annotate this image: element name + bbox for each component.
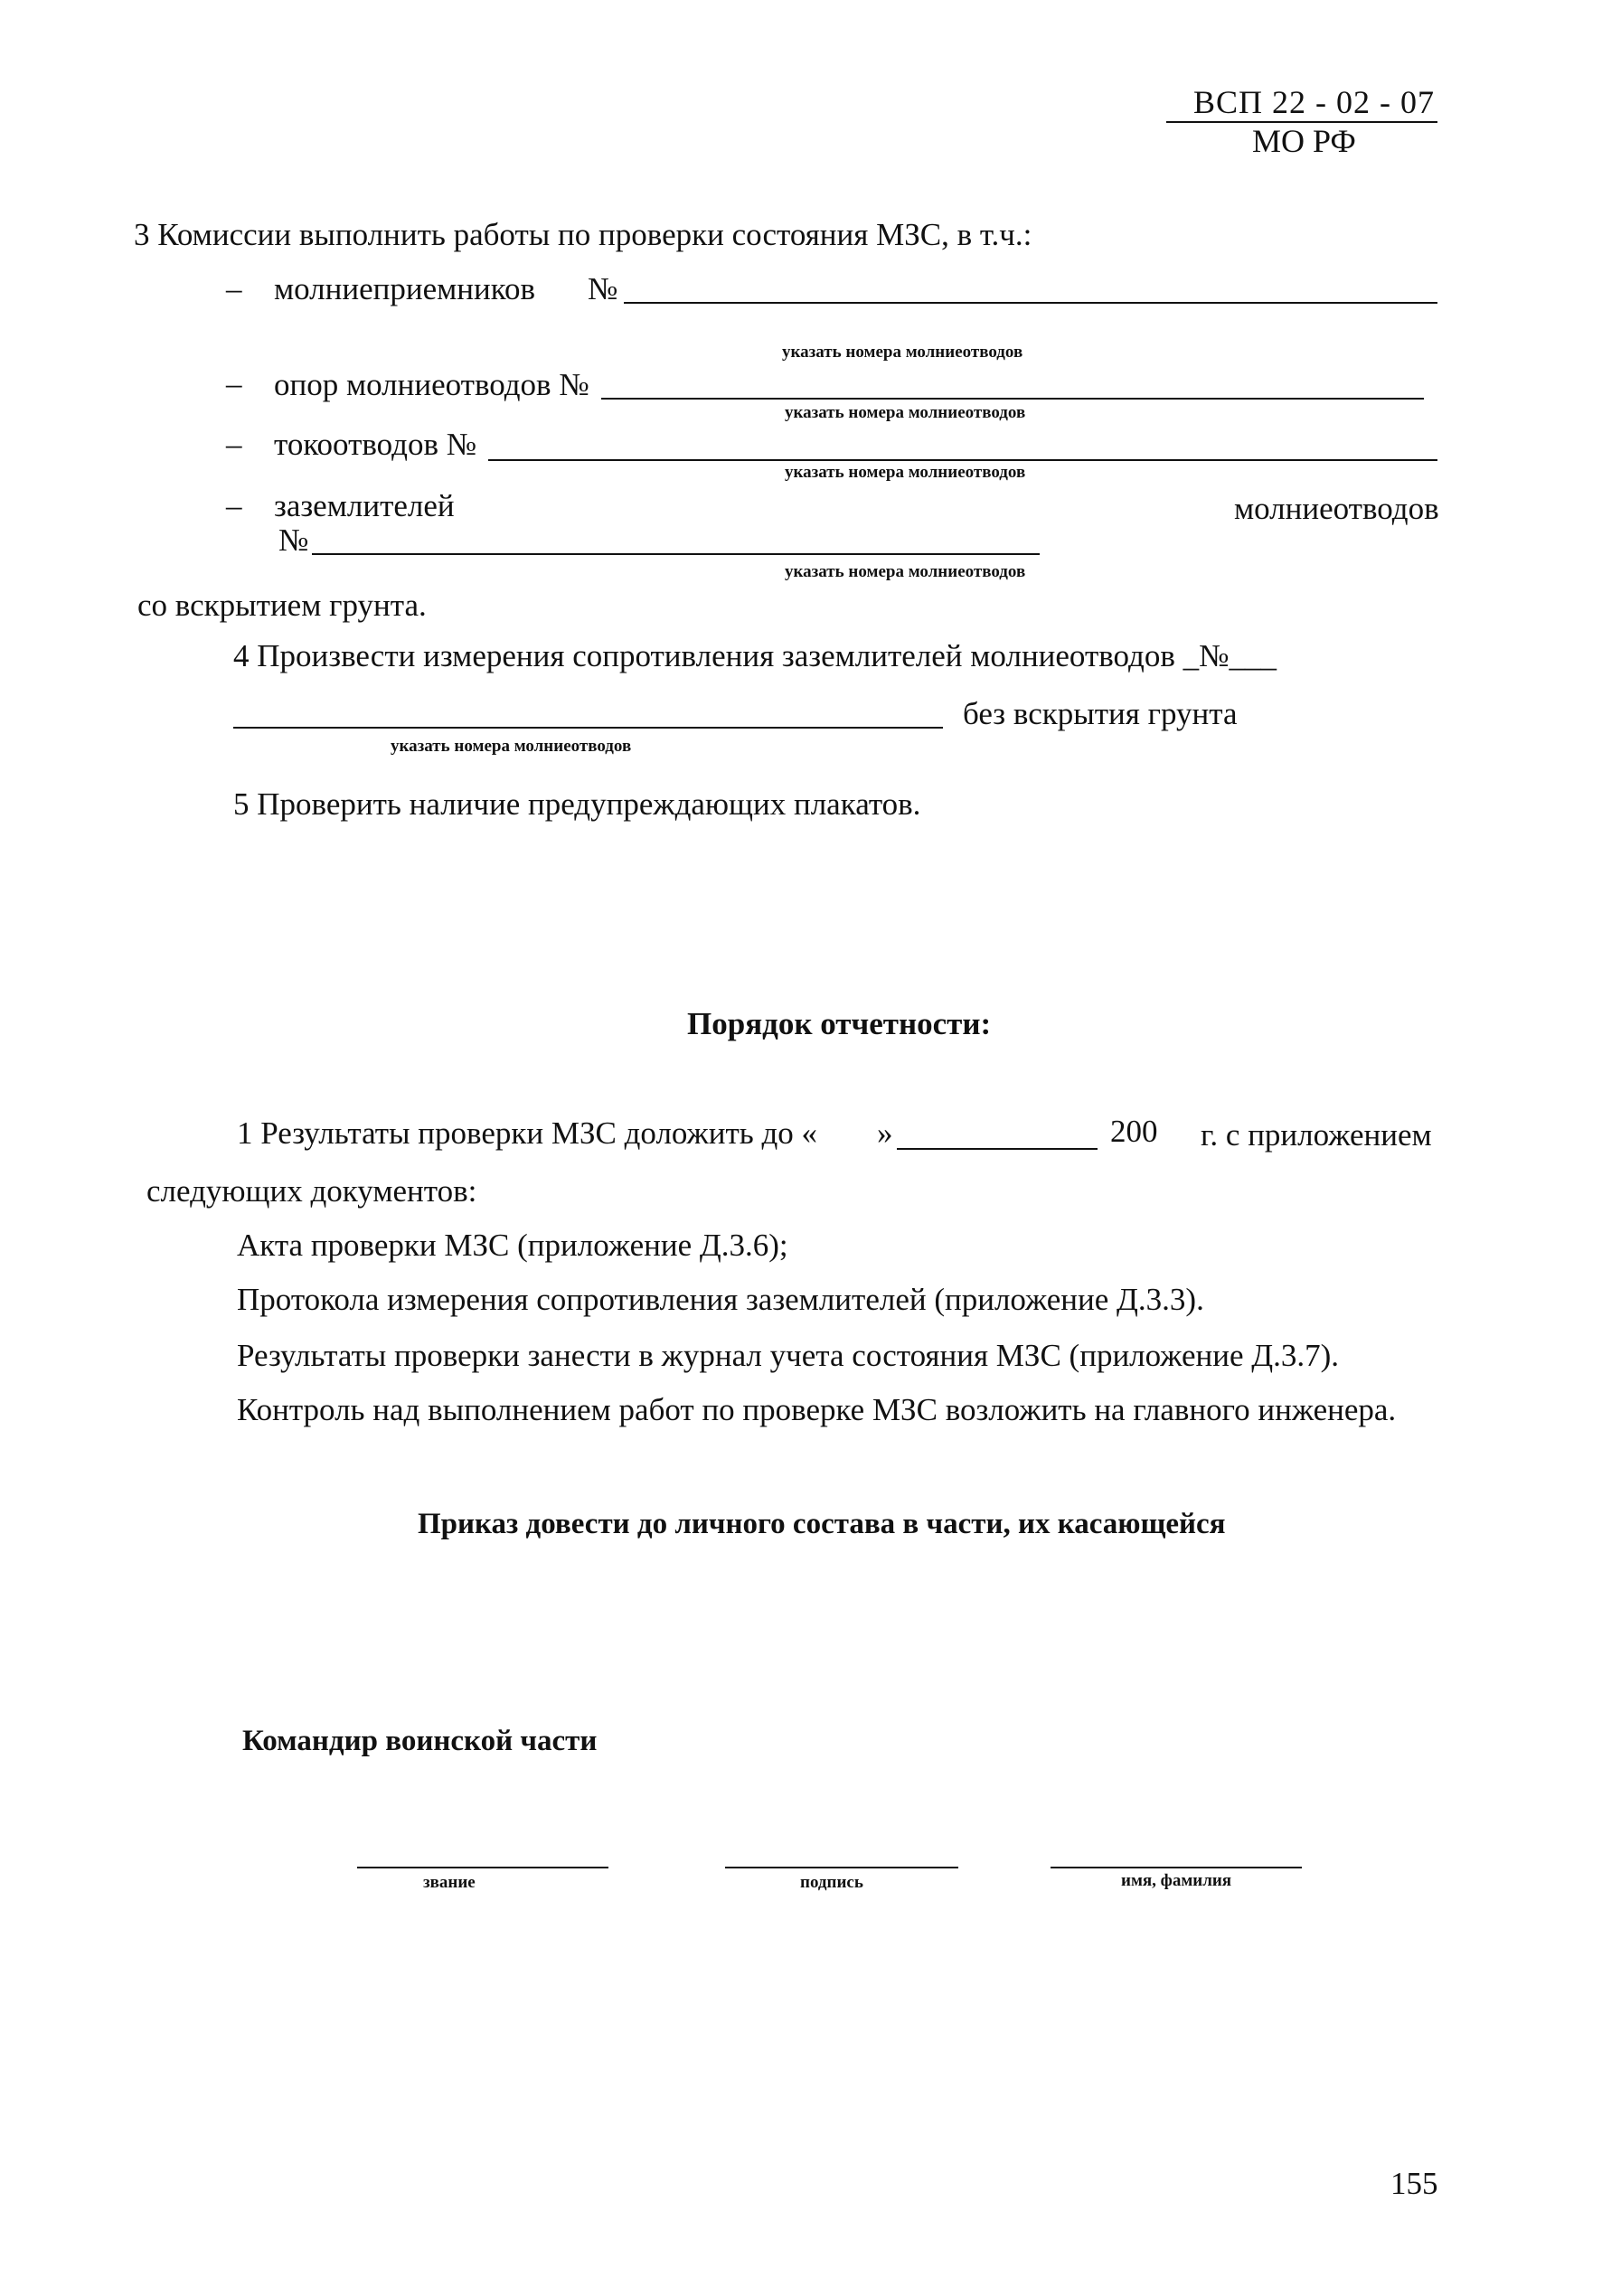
fill-in-line [233,727,943,729]
item-label-down-conductors: токоотводов № [274,427,477,462]
reporting-line1-b: » [877,1115,893,1151]
reporting-item: Контроль над выполнением работ по проверке МЗС возложить на главного инженера. [237,1392,1397,1427]
document-org: МО РФ [1252,123,1356,159]
reporting-line1-c: г. с приложением [1201,1117,1432,1153]
reporting-item: Акта проверки МЗС (приложение Д.3.6); [237,1228,788,1263]
section5-text: 5 Проверить наличие предупреждающих плакатов. [233,786,921,822]
signature-line-name [1051,1867,1302,1868]
item-label-grounding-right: молниеотводов [1234,491,1439,526]
reporting-item: Результаты проверки занести в журнал учета состояния МЗС (приложение Д.3.7). [237,1338,1340,1373]
item-dash: – [226,366,242,401]
fill-in-line [488,459,1437,461]
fill-in-line [312,553,1040,555]
item-label-supports: опор молниеотводов № [274,367,589,402]
signature-line-sign [725,1867,958,1868]
fill-in-line [601,398,1424,400]
section4-suffix: без вскрытия грунта [963,696,1238,731]
item-label-grounding: заземлителей [274,488,455,523]
order-notice: Приказ довести до личного состава в части, их касающейся [418,1508,1226,1540]
signature-label-sign: подпись [800,1873,863,1892]
item-dash: – [226,427,242,462]
field-hint: указать номера молниеотводов [782,343,1023,362]
item-label-lightning-receivers: молниеприемников [274,271,536,306]
number-sign: № [278,522,309,558]
section4-text: 4 Произвести измерения сопротивления заземлителей молниеотводов _№___ [233,638,1277,673]
number-sign: № [588,271,618,306]
fill-in-line [624,302,1437,304]
date-fill-line [897,1148,1098,1150]
page-number: 155 [1390,2166,1438,2201]
field-hint: указать номера молниеотводов [391,737,632,756]
reporting-heading: Порядок отчетности: [687,1006,992,1041]
item-dash: – [226,271,242,306]
field-hint: указать номера молниеотводов [785,403,1026,422]
section3-tail: со вскрытием грунта. [137,588,427,623]
reporting-line1-a: 1 Результаты проверки МЗС доложить до « [237,1115,818,1151]
signature-title: Командир воинской части [242,1725,598,1757]
field-hint: указать номера молниеотводов [785,562,1026,581]
document-code: ВСП 22 - 02 - 07 [1193,84,1435,120]
signature-label-rank: звание [423,1873,476,1892]
item-dash: – [226,488,242,523]
reporting-item: Протокола измерения сопротивления заземлителей (приложение Д.3.3). [237,1282,1204,1317]
reporting-line2: следующих документов: [146,1173,477,1209]
signature-label-name: имя, фамилия [1121,1871,1232,1890]
field-hint: указать номера молниеотводов [785,463,1026,482]
reporting-year: 200 [1110,1114,1158,1149]
section3-intro: 3 Комиссии выполнить работы по проверки состояния МЗС, в т.ч.: [134,217,1032,252]
signature-line-rank [357,1867,608,1868]
